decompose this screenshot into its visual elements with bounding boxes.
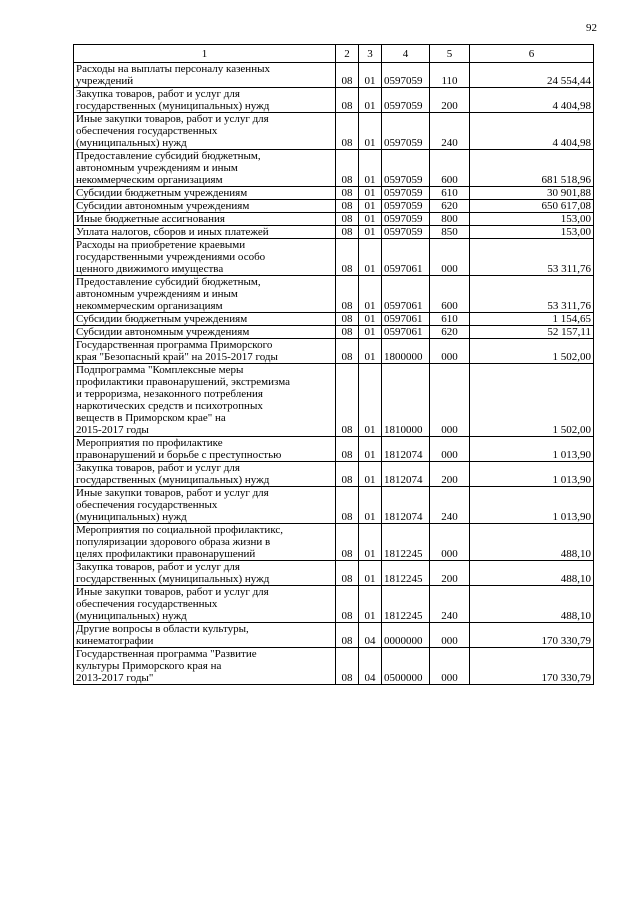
row-name-cell: Субсидии бюджетным учреждениям xyxy=(74,313,336,326)
row-amount-cell: 1 013,90 xyxy=(470,487,594,524)
row-name-cell: Государственная программа "Развитие культуры Приморского края на 2013-2017 годы" xyxy=(74,648,336,685)
row-amount-cell: 170 330,79 xyxy=(470,648,594,685)
table-row xyxy=(74,623,594,648)
row-amount-cell: 488,10 xyxy=(470,524,594,561)
row-target-code-cell: 0000000 xyxy=(382,623,430,648)
row-subsection-cell: 01 xyxy=(359,524,382,561)
row-name-cell: Мероприятия по социальной профилактикс, популяризации здорового образа жизни в целях профилактики правонарушений xyxy=(74,524,336,561)
row-expense-type-cell: 200 xyxy=(430,88,470,113)
row-expense-type-cell: 000 xyxy=(430,437,470,462)
row-name-cell: Мероприятия по профилактике правонарушений и борьбе с преступностью xyxy=(74,437,336,462)
row-name-cell: Расходы на выплаты персоналу казенных учреждений xyxy=(74,63,336,88)
row-expense-type-cell: 600 xyxy=(430,276,470,313)
row-amount-cell: 4 404,98 xyxy=(470,113,594,150)
row-subsection-cell: 01 xyxy=(359,313,382,326)
table-row xyxy=(74,326,594,339)
row-expense-type-cell: 000 xyxy=(430,623,470,648)
row-section-cell: 08 xyxy=(336,487,359,524)
column-header-amount: 6 xyxy=(470,45,594,63)
row-subsection-cell: 04 xyxy=(359,623,382,648)
row-expense-type-cell: 240 xyxy=(430,487,470,524)
column-header-name: 1 xyxy=(74,45,336,63)
row-section-cell: 08 xyxy=(336,462,359,487)
row-expense-type-cell: 000 xyxy=(430,524,470,561)
row-target-code-cell: 1812245 xyxy=(382,586,430,623)
row-expense-type-cell: 240 xyxy=(430,113,470,150)
row-subsection-cell: 01 xyxy=(359,326,382,339)
row-section-cell: 08 xyxy=(336,524,359,561)
row-amount-cell: 1 502,00 xyxy=(470,364,594,437)
table-row xyxy=(74,200,594,213)
row-expense-type-cell: 000 xyxy=(430,339,470,364)
row-name-cell: Расходы на приобретение краевыми государственными учреждениями особо ценного движимого имущества xyxy=(74,239,336,276)
row-name-cell: Иные бюджетные ассигнования xyxy=(74,213,336,226)
row-amount-cell: 53 311,76 xyxy=(470,276,594,313)
row-amount-cell: 153,00 xyxy=(470,226,594,239)
row-target-code-cell: 0597059 xyxy=(382,226,430,239)
row-target-code-cell: 1812074 xyxy=(382,487,430,524)
table-row xyxy=(74,150,594,187)
table-body xyxy=(74,63,594,685)
row-amount-cell: 1 013,90 xyxy=(470,462,594,487)
row-target-code-cell: 0597059 xyxy=(382,113,430,150)
row-amount-cell: 4 404,98 xyxy=(470,88,594,113)
table-row xyxy=(74,437,594,462)
row-subsection-cell: 01 xyxy=(359,586,382,623)
row-amount-cell: 53 311,76 xyxy=(470,239,594,276)
row-subsection-cell: 01 xyxy=(359,88,382,113)
row-name-cell: Уплата налогов, сборов и иных платежей xyxy=(74,226,336,239)
table-row xyxy=(74,648,594,685)
row-amount-cell: 488,10 xyxy=(470,586,594,623)
row-section-cell: 08 xyxy=(336,276,359,313)
row-section-cell: 08 xyxy=(336,213,359,226)
row-name-cell: Государственная программа Приморского края "Безопасный край" на 2015-2017 годы xyxy=(74,339,336,364)
row-expense-type-cell: 110 xyxy=(430,63,470,88)
row-subsection-cell: 01 xyxy=(359,487,382,524)
row-expense-type-cell: 000 xyxy=(430,364,470,437)
table-row xyxy=(74,313,594,326)
table-row xyxy=(74,226,594,239)
row-subsection-cell: 01 xyxy=(359,200,382,213)
row-subsection-cell: 01 xyxy=(359,226,382,239)
row-section-cell: 08 xyxy=(336,586,359,623)
row-amount-cell: 170 330,79 xyxy=(470,623,594,648)
table-row xyxy=(74,88,594,113)
row-amount-cell: 1 154,65 xyxy=(470,313,594,326)
row-expense-type-cell: 240 xyxy=(430,586,470,623)
row-section-cell: 08 xyxy=(336,239,359,276)
row-target-code-cell: 0500000 xyxy=(382,648,430,685)
row-subsection-cell: 01 xyxy=(359,462,382,487)
row-subsection-cell: 01 xyxy=(359,113,382,150)
row-target-code-cell: 0597059 xyxy=(382,187,430,200)
row-target-code-cell: 0597059 xyxy=(382,88,430,113)
row-subsection-cell: 01 xyxy=(359,150,382,187)
table-header-row xyxy=(74,45,594,63)
row-name-cell: Закупка товаров, работ и услуг для государственных (муниципальных) нужд xyxy=(74,462,336,487)
row-amount-cell: 1 502,00 xyxy=(470,339,594,364)
row-amount-cell: 1 013,90 xyxy=(470,437,594,462)
budget-table xyxy=(73,44,594,685)
row-target-code-cell: 0597061 xyxy=(382,276,430,313)
row-name-cell: Субсидии автономным учреждениям xyxy=(74,200,336,213)
row-section-cell: 08 xyxy=(336,648,359,685)
row-amount-cell: 52 157,11 xyxy=(470,326,594,339)
row-expense-type-cell: 000 xyxy=(430,648,470,685)
table-row xyxy=(74,239,594,276)
row-target-code-cell: 1800000 xyxy=(382,339,430,364)
row-name-cell: Иные закупки товаров, работ и услуг для обеспечения государственных (муниципальных) нужд xyxy=(74,586,336,623)
row-section-cell: 08 xyxy=(336,113,359,150)
row-subsection-cell: 01 xyxy=(359,437,382,462)
row-section-cell: 08 xyxy=(336,326,359,339)
row-expense-type-cell: 610 xyxy=(430,313,470,326)
row-name-cell: Предоставление субсидий бюджетным, автономным учреждениям и иным некоммерческим организациям xyxy=(74,150,336,187)
row-subsection-cell: 01 xyxy=(359,339,382,364)
row-expense-type-cell: 000 xyxy=(430,239,470,276)
row-name-cell: Закупка товаров, работ и услуг для государственных (муниципальных) нужд xyxy=(74,88,336,113)
row-name-cell: Закупка товаров, работ и услуг для государственных (муниципальных) нужд xyxy=(74,561,336,586)
row-section-cell: 08 xyxy=(336,88,359,113)
row-expense-type-cell: 620 xyxy=(430,200,470,213)
row-name-cell: Другие вопросы в области культуры, кинематографии xyxy=(74,623,336,648)
row-target-code-cell: 0597061 xyxy=(382,326,430,339)
row-target-code-cell: 0597061 xyxy=(382,239,430,276)
row-name-cell: Иные закупки товаров, работ и услуг для обеспечения государственных (муниципальных) нужд xyxy=(74,487,336,524)
table-row xyxy=(74,462,594,487)
row-section-cell: 08 xyxy=(336,561,359,586)
row-section-cell: 08 xyxy=(336,339,359,364)
row-target-code-cell: 0597059 xyxy=(382,63,430,88)
table-row xyxy=(74,276,594,313)
row-name-cell: Подпрограмма "Комплексные меры профилактики правонарушений, экстремизма и терроризма, незаконного потребления наркотических средств и психотропных веществ в Приморском крае" на 2015-2017 годы xyxy=(74,364,336,437)
table-row xyxy=(74,524,594,561)
table-row xyxy=(74,63,594,88)
row-target-code-cell: 0597059 xyxy=(382,213,430,226)
row-expense-type-cell: 610 xyxy=(430,187,470,200)
row-subsection-cell: 01 xyxy=(359,213,382,226)
row-subsection-cell: 01 xyxy=(359,187,382,200)
table-row xyxy=(74,586,594,623)
row-expense-type-cell: 200 xyxy=(430,561,470,586)
column-header-section: 2 xyxy=(336,45,359,63)
row-target-code-cell: 1812074 xyxy=(382,462,430,487)
row-amount-cell: 650 617,08 xyxy=(470,200,594,213)
row-subsection-cell: 01 xyxy=(359,63,382,88)
row-section-cell: 08 xyxy=(336,364,359,437)
row-target-code-cell: 1812074 xyxy=(382,437,430,462)
table-row xyxy=(74,213,594,226)
table-row xyxy=(74,561,594,586)
table-row xyxy=(74,487,594,524)
row-name-cell: Иные закупки товаров, работ и услуг для обеспечения государственных (муниципальных) нужд xyxy=(74,113,336,150)
row-name-cell: Субсидии бюджетным учреждениям xyxy=(74,187,336,200)
row-amount-cell: 488,10 xyxy=(470,561,594,586)
row-expense-type-cell: 200 xyxy=(430,462,470,487)
table-row xyxy=(74,364,594,437)
row-subsection-cell: 01 xyxy=(359,561,382,586)
table-row xyxy=(74,187,594,200)
row-expense-type-cell: 850 xyxy=(430,226,470,239)
page-number: 92 xyxy=(586,22,597,34)
row-subsection-cell: 01 xyxy=(359,239,382,276)
row-section-cell: 08 xyxy=(336,226,359,239)
table-row xyxy=(74,339,594,364)
row-section-cell: 08 xyxy=(336,200,359,213)
row-section-cell: 08 xyxy=(336,187,359,200)
row-expense-type-cell: 800 xyxy=(430,213,470,226)
row-target-code-cell: 1810000 xyxy=(382,364,430,437)
row-amount-cell: 681 518,96 xyxy=(470,150,594,187)
row-name-cell: Предоставление субсидий бюджетным, автономным учреждениям и иным некоммерческим организациям xyxy=(74,276,336,313)
row-expense-type-cell: 600 xyxy=(430,150,470,187)
row-target-code-cell: 0597059 xyxy=(382,200,430,213)
row-section-cell: 08 xyxy=(336,63,359,88)
row-target-code-cell: 0597059 xyxy=(382,150,430,187)
row-amount-cell: 30 901,88 xyxy=(470,187,594,200)
row-target-code-cell: 1812245 xyxy=(382,561,430,586)
row-subsection-cell: 01 xyxy=(359,276,382,313)
row-section-cell: 08 xyxy=(336,623,359,648)
row-section-cell: 08 xyxy=(336,313,359,326)
row-target-code-cell: 0597061 xyxy=(382,313,430,326)
row-subsection-cell: 01 xyxy=(359,364,382,437)
row-name-cell: Субсидии автономным учреждениям xyxy=(74,326,336,339)
row-amount-cell: 24 554,44 xyxy=(470,63,594,88)
row-subsection-cell: 04 xyxy=(359,648,382,685)
row-amount-cell: 153,00 xyxy=(470,213,594,226)
table-row xyxy=(74,113,594,150)
row-expense-type-cell: 620 xyxy=(430,326,470,339)
column-header-expense-type: 5 xyxy=(430,45,470,63)
column-header-target-code: 4 xyxy=(382,45,430,63)
row-target-code-cell: 1812245 xyxy=(382,524,430,561)
column-header-subsection: 3 xyxy=(359,45,382,63)
row-section-cell: 08 xyxy=(336,150,359,187)
row-section-cell: 08 xyxy=(336,437,359,462)
